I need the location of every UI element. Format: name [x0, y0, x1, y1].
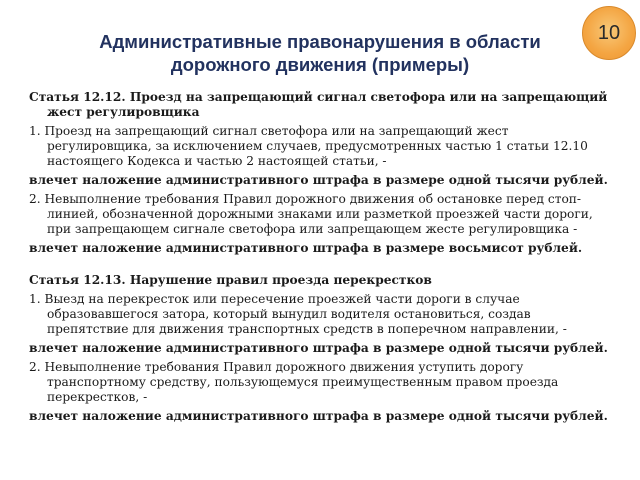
article-12-12-part-2: 2. Невыполнение требования Правил дорожного движения об остановке перед стоп-линией, обозначенной дорожными знаками или разметкой проезжей части дороги, при запрещающем сигнале светофора или запрещающем жесте регулировщика - [29, 192, 593, 236]
article-12-13-part-2: 2. Невыполнение требования Правил дорожного движения уступить дорогу транспортному средству, пользующемуся преимущественным правом проезда перекрестков, - [29, 360, 559, 404]
article-12-12-part-1: 1. Проезд на запрещающий сигнал светофора или на запрещающий жест регулировщика, за исключением случаев, предусмотренных частью 1 статьи 12.10 настоящего Кодекса и частью 2 настоящей статьи, - [29, 124, 588, 168]
article-12-12-part-2-penalty: влечет наложение административного штрафа в размере восьмисот рублей. [29, 241, 583, 255]
article-12-12-part-1-penalty: влечет наложение административного штрафа в размере одной тысячи рублей. [29, 173, 608, 187]
article-content [29, 90, 615, 428]
section-spacer [29, 260, 615, 273]
article-12-12-heading: Статья 12.12. Проезд на запрещающий сигнал светофора или на запрещающий жест регулировщика [29, 90, 608, 119]
slide-title: Административные правонарушения в области дорожного движения (примеры) [99, 31, 541, 75]
article-12-13-part-2-penalty: влечет наложение административного штрафа в размере одной тысячи рублей. [29, 409, 608, 423]
page-number: 10 [597, 21, 621, 44]
page-number-badge [582, 6, 636, 60]
article-12-13-part-1-penalty: влечет наложение административного штрафа в размере одной тысячи рублей. [29, 341, 608, 355]
article-12-13-heading: Статья 12.13. Нарушение правил проезда перекрестков [29, 273, 432, 287]
article-12-13-part-1: 1. Выезд на перекресток или пересечение проезжей части дороги в случае образовавшегося затора, который вынудил водителя остановиться, создав препятствие для движения транспортных средств в поперечном направлении, - [29, 292, 567, 336]
